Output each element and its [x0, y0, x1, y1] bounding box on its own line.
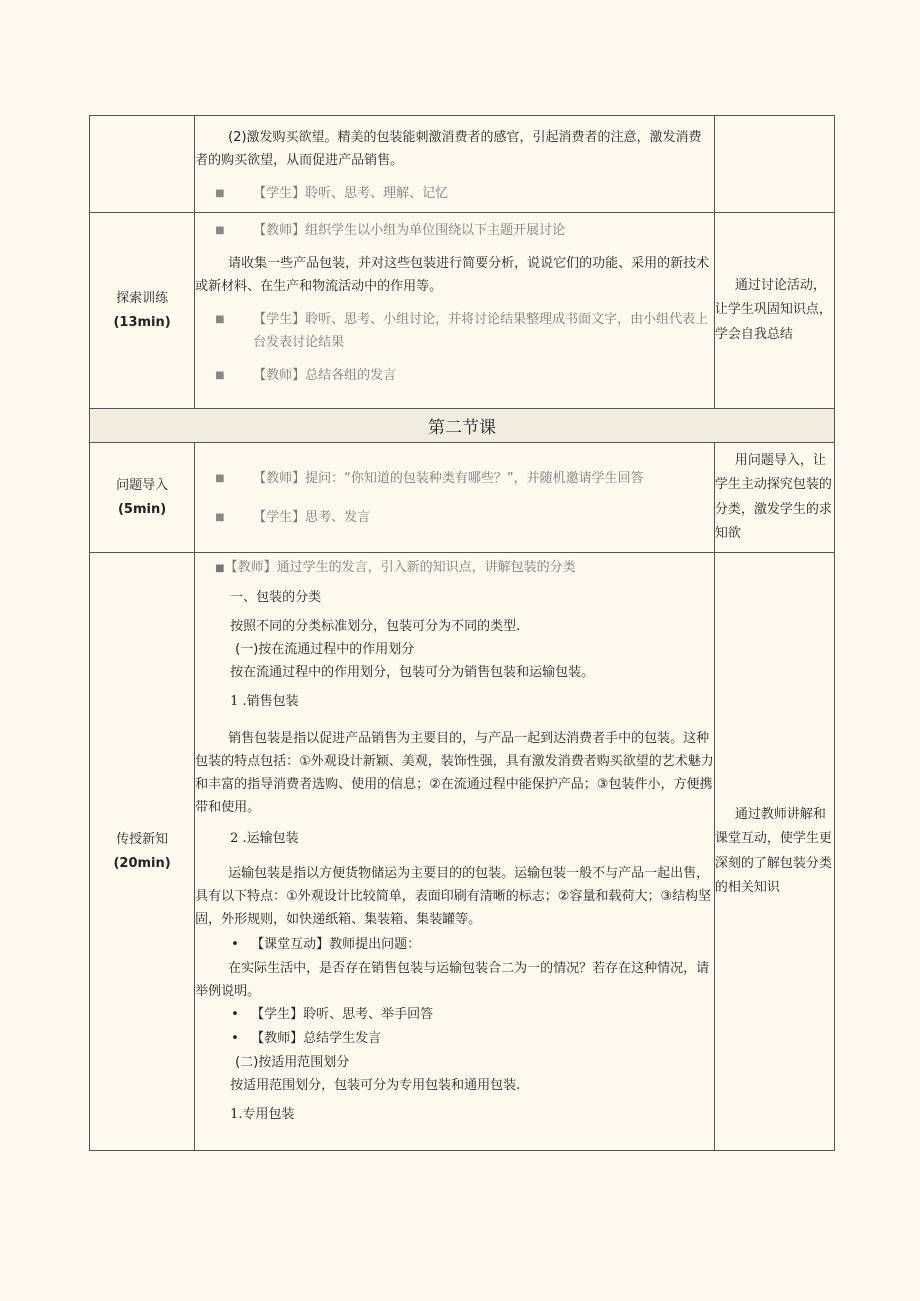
row3-goal-text: 用问题导入，让学生主动探究包装的分类，激发学生的求知欲 [714, 452, 832, 541]
row2-label: 探索训练 [116, 290, 169, 306]
row1-paragraph: (2)激发购买欲望。精美的包装能刺激消费者的感官，引起消费者的注意，激发消费者的购买欲望，从而促进产品销售。 [195, 130, 702, 168]
row2-student-bullet: ■ 【学生】聆听、思考、小组讨论，并将讨论结果整理成书面文字，由小组代表上台发表讨论结果 [195, 308, 714, 354]
row2-goal-text: 通过讨论活动，让学生巩固知识点，学会自我总结 [714, 277, 832, 342]
row2-goal-cell [714, 213, 834, 409]
square-bullet-icon: ■ [215, 472, 225, 484]
row4-student-bullet: • 【学生】聆听、思考、举手回答 [195, 1003, 714, 1027]
square-bullet-icon: ■ [215, 563, 225, 574]
row4-goal-text: 通过教师讲解和课堂互动，使学生更深刻的了解包装分类的相关知识 [714, 806, 832, 895]
row4-content-cell [195, 553, 715, 1151]
row4-paragraph-6: 按适用范围划分，包装可分为专用包装和通用包装. [230, 1078, 521, 1093]
row4-label: 传授新知 [116, 831, 169, 847]
row1-label-cell [90, 116, 195, 213]
dot-bullet-icon: • [231, 937, 239, 952]
row3-goal-cell [714, 443, 834, 553]
row2-content-cell [195, 213, 715, 409]
table-row [90, 213, 835, 409]
row1-content-cell [195, 116, 715, 213]
row1-goal-cell [714, 116, 834, 213]
table-row [90, 553, 835, 1151]
row3-student-bullet: ■ 【学生】思考、发言 [195, 506, 714, 529]
square-bullet-icon: ■ [215, 225, 225, 236]
row4-label-cell [90, 553, 195, 1151]
row3-label-cell [90, 443, 195, 553]
row3-duration: (5min) [117, 501, 167, 517]
row4-duration: (20min) [113, 855, 171, 871]
row4-heading-1: 一、包装的分类 [230, 590, 322, 605]
row4-heading-6: 1.专用包装 [230, 1107, 295, 1122]
row4-paragraph-4: 运输包装是指以方便货物储运为主要目的的包装。运输包装一般不与产品一起出售，具有以下特点：①外观设计比较简单，表面印刷有清晰的标志；②容量和载荷大；③结构坚固，外形规则，如快递纸箱、集装箱、集装罐等。 [195, 866, 712, 927]
row4-paragraph-5: 在实际生活中，是否存在销售包装与运输包装合二为一的情况？若存在这种情况，请举例说明。 [195, 961, 710, 999]
square-bullet-icon: ■ [215, 511, 225, 523]
row4-heading-2: (一)按在流通过程中的作用划分 [235, 642, 415, 657]
dot-bullet-icon: • [231, 1031, 239, 1046]
square-bullet-icon: ■ [215, 314, 225, 325]
row2-teacher-summary-bullet: ■ 【教师】总结各组的发言 [195, 364, 714, 387]
row1-student-bullet: ■ 【学生】聆听、思考、理解、记忆 [195, 182, 714, 205]
row2-paragraph: 请收集一些产品包装，并对这些包装进行简要分析，说说它们的功能、采用的新技术或新材料、在生产和物流活动中的作用等。 [195, 256, 710, 294]
dot-bullet-icon: • [231, 1007, 239, 1022]
row4-goal-cell [714, 553, 834, 1151]
table-row [90, 443, 835, 553]
lesson-plan-table [89, 115, 835, 1151]
row2-label-cell [90, 213, 195, 409]
square-bullet-icon: ■ [215, 188, 225, 199]
section-title: 第二节课 [90, 409, 835, 443]
row4-paragraph-3: 销售包装是指以促进产品销售为主要目的，与产品一起到达消费者手中的包装。这种包装的特点包括：①外观设计新颖、美观，装饰性强，具有激发消费者购买欲望的艺术魅力和丰富的指导消费者选购、使用的信息；②在流通过程中能保护产品；③包装件小，方便携带和使用。 [195, 731, 714, 815]
row4-teacher-intro: ■【教师】通过学生的发言，引入新的知识点，讲解包装的分类 [215, 560, 576, 575]
square-bullet-icon: ■ [215, 370, 225, 381]
row4-heading-4: 2 .运输包装 [230, 831, 299, 846]
section-header-row [90, 409, 835, 443]
row3-label: 问题导入 [116, 477, 169, 493]
row4-teacher-bullet: • 【教师】总结学生发言 [195, 1027, 714, 1051]
table-row [90, 116, 835, 213]
row3-teacher-bullet: ■ 【教师】提问：“你知道的包装种类有哪些？”，并随机邀请学生回答 [195, 467, 714, 490]
row4-heading-3: 1 .销售包装 [230, 694, 299, 709]
row2-duration: (13min) [113, 314, 171, 330]
row4-interaction-bullet: • 【课堂互动】教师提出问题： [195, 933, 714, 957]
row4-heading-5: (二)按适用范围划分 [235, 1055, 350, 1070]
row4-paragraph-2: 按在流通过程中的作用划分，包装可分为销售包装和运输包装。 [230, 665, 595, 680]
row2-teacher-bullet: ■ 【教师】组织学生以小组为单位围绕以下主题开展讨论 [195, 219, 714, 242]
row3-content-cell [195, 443, 715, 553]
row4-paragraph-1: 按照不同的分类标准划分，包装可分为不同的类型. [230, 619, 521, 634]
